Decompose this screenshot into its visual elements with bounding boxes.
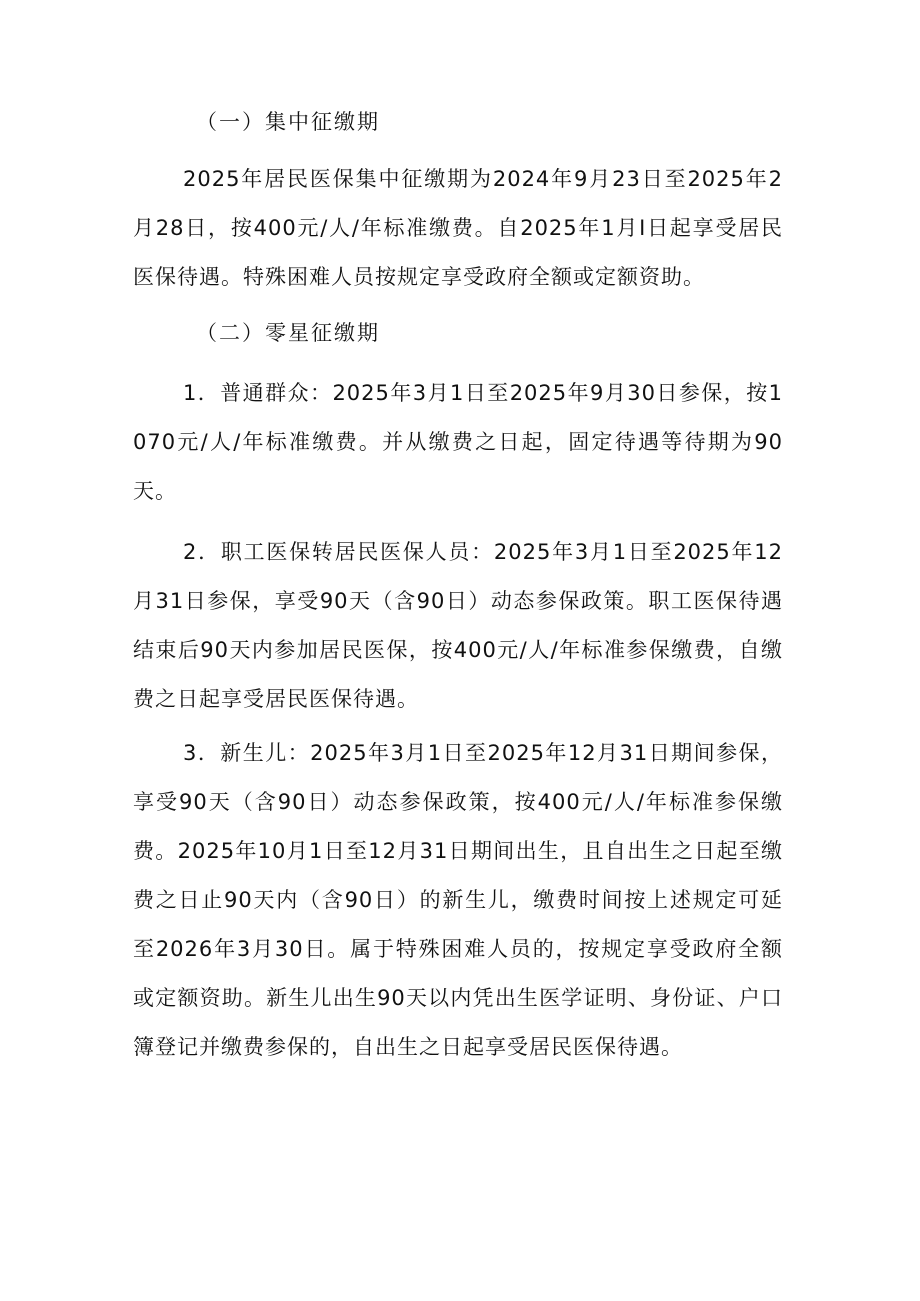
section-heading-centralized: （一）集中征缴期 — [196, 110, 380, 134]
paragraph-centralized-period: 2025年居民医保集中征缴期为2024年9月23日至2025年2月28日，按400元/人/年标准缴费。自2025年1月I日起享受居民医保待遇。特殊困难人员按规定享受政府全额或定额资助。 — [133, 167, 783, 289]
paragraph-item-employee-transfer: 2．职工医保转居民医保人员：2025年3月1日至2025年12月31日参保，享受90天（含90日）动态参保政策。职工医保待遇结束后90天内参加居民医保，按400元/人/年标准参保缴费，自缴费之日起享受居民医保待遇。 — [133, 540, 783, 711]
section-heading-sporadic: （二）零星征缴期 — [196, 321, 380, 345]
paragraph-item-general-public: 1．普通群众：2025年3月1日至2025年9月30日参保，按1070元/人/年标准缴费。并从缴费之日起，固定待遇等待期为90天。 — [133, 381, 783, 503]
paragraph-item-newborn: 3．新生儿：2025年3月1日至2025年12月31日期间参保，享受90天（含90日）动态参保政策，按400元/人/年标准参保缴费。2025年10月1日至12月31日期间出生，且自出生之日起至缴费之日止90天内（含90日）的新生儿，缴费时间按上述规定可延至2026年3月30日。属于特殊困难人员的，按规定享受政府全额或定额资助。新生儿出生90天以内凭出生医学证明、身份证、户口簿登记并缴费参保的，自出生之日起享受居民医保待遇。 — [133, 741, 783, 1059]
